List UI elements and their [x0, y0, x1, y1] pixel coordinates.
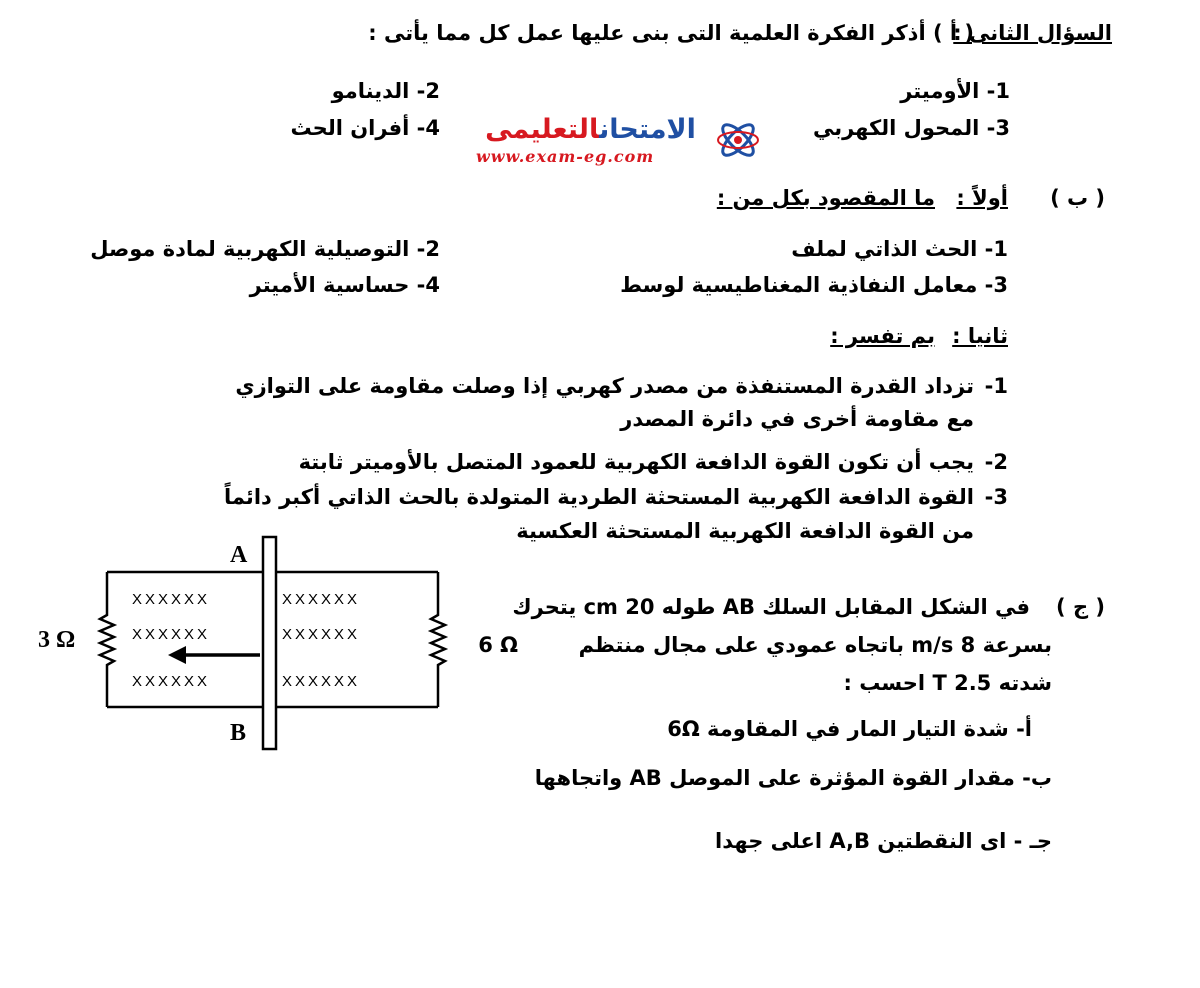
site-logo	[468, 113, 768, 175]
field-row-2-left: XXXXXX	[132, 626, 211, 643]
part-b-label: ( ب )	[1050, 186, 1105, 210]
explain-2-number: 2-	[984, 450, 1008, 474]
field-row-3-right: XXXXXX	[282, 673, 361, 690]
part-c-line-3: شدته 2.5 T احسب :	[843, 671, 1052, 695]
atom-icon	[714, 115, 762, 165]
explain-3-line-2: من القوة الدافعة الكهربية المستحثة العكسية	[516, 519, 974, 543]
part-c-ask-2: ب- مقدار القوة المؤثرة على الموصل AB واتجاهها	[534, 766, 1052, 790]
velocity-arrow	[168, 646, 260, 664]
explain-3-line-1: القوة الدافعة الكهربية المستحثة الطردية المتولدة بالحث الذاتي أكبر دائماً	[223, 485, 974, 509]
explain-3-number: 3-	[984, 485, 1008, 509]
field-row-2-right: XXXXXX	[282, 626, 361, 643]
part-c-label: ( ج )	[1056, 595, 1105, 619]
circuit-diagram	[30, 535, 450, 755]
part-b-second-prompt: بم تفسر :	[830, 324, 935, 348]
part-c-line-1: في الشكل المقابل السلك AB طوله 20 cm يتحرك	[512, 595, 1030, 619]
part-b-item-2: 2- التوصيلية الكهربية لمادة موصل	[90, 237, 440, 261]
left-resistor-label: 3 Ω	[38, 627, 76, 653]
part-b-item-4: 4- حساسية الأميتر	[249, 273, 440, 297]
part-a-item-3: 3- المحول الكهربي	[812, 116, 1010, 140]
part-b-first-heading: أولاً :	[956, 186, 1008, 210]
part-c-resistor-value: 6 Ω	[478, 633, 518, 657]
explain-1-line-2: مع مقاومة أخرى في دائرة المصدر	[620, 407, 974, 431]
question-title: السؤال الثانى :	[953, 21, 1112, 45]
part-a-prompt: ( أ ) أذكر الفكرة العلمية التى بنى عليها عمل كل مما يأتى :	[368, 21, 974, 45]
label-a: A	[230, 542, 248, 568]
explain-1-line-1: تزداد القدرة المستنفذة من مصدر كهربي إذا وصلت مقاومة على التوازي	[235, 374, 974, 398]
logo-text-part2: التعليمى	[485, 114, 600, 145]
part-c-ask-3: جـ - اى النقطتين A,B اعلى جهدا	[715, 829, 1052, 853]
part-a-item-1: 1- الأوميتر	[900, 79, 1010, 103]
explain-2-line-1: يجب أن تكون القوة الدافعة الكهربية للعمود المتصل بالأوميتر ثابتة	[298, 450, 974, 474]
part-b-item-1: 1- الحث الذاتي لملف	[791, 237, 1008, 261]
part-a-item-4: 4- أفران الحث	[290, 116, 440, 140]
field-row-1-left: XXXXXX	[132, 591, 211, 608]
field-row-3-left: XXXXXX	[132, 673, 211, 690]
part-a-item-2: 2- الدينامو	[331, 79, 440, 103]
logo-text	[468, 113, 713, 147]
logo-url: www.exam-eg.com	[476, 147, 655, 166]
right-resistor	[431, 572, 445, 707]
logo-text-part1: الامتحان	[599, 114, 696, 145]
field-row-1-right: XXXXXX	[282, 591, 361, 608]
part-b-first-prompt: ما المقصود بكل من :	[716, 186, 935, 210]
wire-ab	[263, 537, 276, 749]
label-b: B	[230, 720, 247, 746]
part-c-ask-1: أ- شدة التيار المار في المقاومة 6Ω	[667, 717, 1032, 741]
part-b-second-heading: ثانيا :	[952, 324, 1008, 348]
left-resistor	[100, 572, 114, 707]
part-b-item-3: 3- معامل النفاذية المغناطيسية لوسط	[620, 273, 1008, 297]
part-c-line-2: بسرعة 8 m/s باتجاه عمودي على مجال منتظم	[578, 633, 1052, 657]
explain-1-number: 1-	[984, 374, 1008, 398]
